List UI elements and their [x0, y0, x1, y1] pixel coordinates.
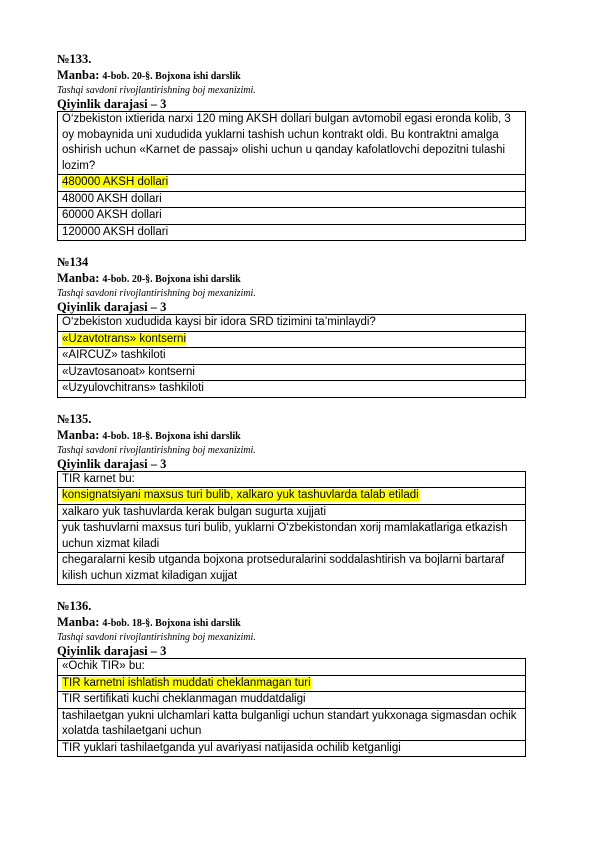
question-row [58, 471, 526, 488]
answer-row [58, 521, 526, 553]
answer-row [58, 331, 526, 348]
answer-row [58, 348, 526, 365]
correct-answer: TIR karnetni ishlatish muddati cheklanmagan turi [62, 676, 311, 689]
source-label: Manba: [57, 68, 100, 82]
source-line [57, 615, 526, 631]
topic-line: Tashqi savdoni rivojlantirishning boj mexanizimi. [57, 85, 256, 96]
source-line [57, 271, 526, 287]
question-text: O‘zbekiston xududida kaysi bir idora SRD tizimini ta’minlaydi? [58, 315, 526, 332]
answer-cell [58, 488, 526, 505]
source-reference: 4-bob. 18-§. Bojxona ishi darslik [102, 618, 241, 629]
source-line [57, 68, 526, 84]
difficulty-level: Qiyinlik darajasi – 3 [57, 644, 167, 658]
question-block-136 [57, 599, 526, 757]
answer-cell [58, 175, 526, 192]
answer-row [58, 708, 526, 740]
difficulty-level: Qiyinlik darajasi – 3 [57, 300, 167, 314]
source-label: Manba: [57, 427, 100, 442]
correct-answer: konsignatsiyani maxsus turi bulib, xalkaro yuk tashuvlarda talab etiladi [62, 489, 419, 501]
question-row [58, 659, 526, 676]
answer-cell: TIR sertifikati kuchi cheklanmagan muddatdaligi [58, 692, 526, 709]
answer-row [58, 740, 526, 757]
question-table [57, 111, 526, 241]
question-block-133 [57, 52, 526, 241]
answer-row [58, 175, 526, 192]
answer-row [58, 504, 526, 521]
question-number: №134 [57, 255, 89, 269]
question-number: №135. [57, 411, 92, 426]
question-row [58, 315, 526, 332]
question-number: №136. [57, 599, 92, 613]
answer-row [58, 488, 526, 505]
question-table [57, 658, 526, 757]
question-block-134 [57, 255, 526, 398]
question-number: №133. [57, 52, 92, 66]
answer-cell: xalkaro yuk tashuvlarda kerak bulgan sugurta xujjati [58, 504, 526, 521]
answer-cell: yuk tashuvlarni maxsus turi bulib, yuklarni O‘zbekistondan xorij mamlakatlariga etkazish uchun xizmat kiladi [58, 521, 526, 553]
difficulty-level: Qiyinlik darajasi – 3 [57, 456, 167, 471]
answer-row [58, 191, 526, 208]
answer-cell: «Uzavtosanoat» kontserni [58, 364, 526, 381]
question-row [58, 112, 526, 175]
source-reference: 4-bob. 20-§. Bojxona ishi darslik [102, 71, 241, 82]
question-table [57, 314, 526, 398]
answer-cell: TIR yuklari tashilaetganda yul avariyasi natijasida ochilib ketganligi [58, 740, 526, 757]
answer-row [58, 224, 526, 241]
answer-row [58, 381, 526, 398]
document-page [57, 52, 526, 771]
answer-row [58, 553, 526, 585]
topic-line: Tashqi savdoni rivojlantirishning boj mexanizimi. [57, 444, 256, 456]
difficulty-level: Qiyinlik darajasi – 3 [57, 97, 167, 111]
answer-row [58, 675, 526, 692]
topic-line: Tashqi savdoni rivojlantirishning boj mexanizimi. [57, 632, 256, 643]
answer-cell: «Uzyulovchitrans» tashkiloti [58, 381, 526, 398]
answer-cell: chegaralarni kesib utganda bojxona protseduralarini soddalashtirish va bojlarni bartaraf kilish uchun xizmat kiladigan xujjat [58, 553, 526, 585]
answer-cell [58, 675, 526, 692]
question-table [57, 471, 526, 586]
correct-answer: «Uzavtotrans» kontserni [62, 332, 187, 345]
answer-cell: tashilaetgan yukni ulchamlari katta bulganligi uchun standart yukxonaga sigmasdan ochik xolatda tashilaetgani uchun [58, 708, 526, 740]
answer-row [58, 364, 526, 381]
source-reference: 4-bob. 18-§. Bojxona ishi darslik [102, 430, 241, 442]
answer-cell: «AIRCUZ» tashkiloti [58, 348, 526, 365]
source-line [57, 428, 526, 444]
correct-answer: 480000 AKSH dollari [62, 176, 169, 188]
answer-cell: 48000 AKSH dollari [58, 191, 526, 208]
answer-row [58, 208, 526, 225]
question-text: O‘zbekiston ixtierida narxi 120 ming AKSH dollari bulgan avtomobil egasi eronda kolib, 3 oy mobaynida uni xududida yuklarni tashish uchun kontrakt oldi. Bu kontraktni amalga oshirish uchun «Karnet de passaj» olishi uchun u qanday kafolatlovchi depozitni tulashi lozim? [58, 112, 526, 175]
answer-row [58, 692, 526, 709]
answer-cell: 60000 AKSH dollari [58, 208, 526, 225]
source-label: Manba: [57, 271, 100, 285]
source-label: Manba: [57, 615, 100, 629]
question-block-135 [57, 412, 526, 586]
answer-cell [58, 331, 526, 348]
question-text: TIR karnet bu: [58, 471, 526, 488]
question-text: «Ochik TIR» bu: [58, 659, 526, 676]
source-reference: 4-bob. 20-§. Bojxona ishi darslik [102, 274, 241, 285]
topic-line: Tashqi savdoni rivojlantirishning boj mexanizimi. [57, 288, 256, 299]
answer-cell: 120000 AKSH dollari [58, 224, 526, 241]
